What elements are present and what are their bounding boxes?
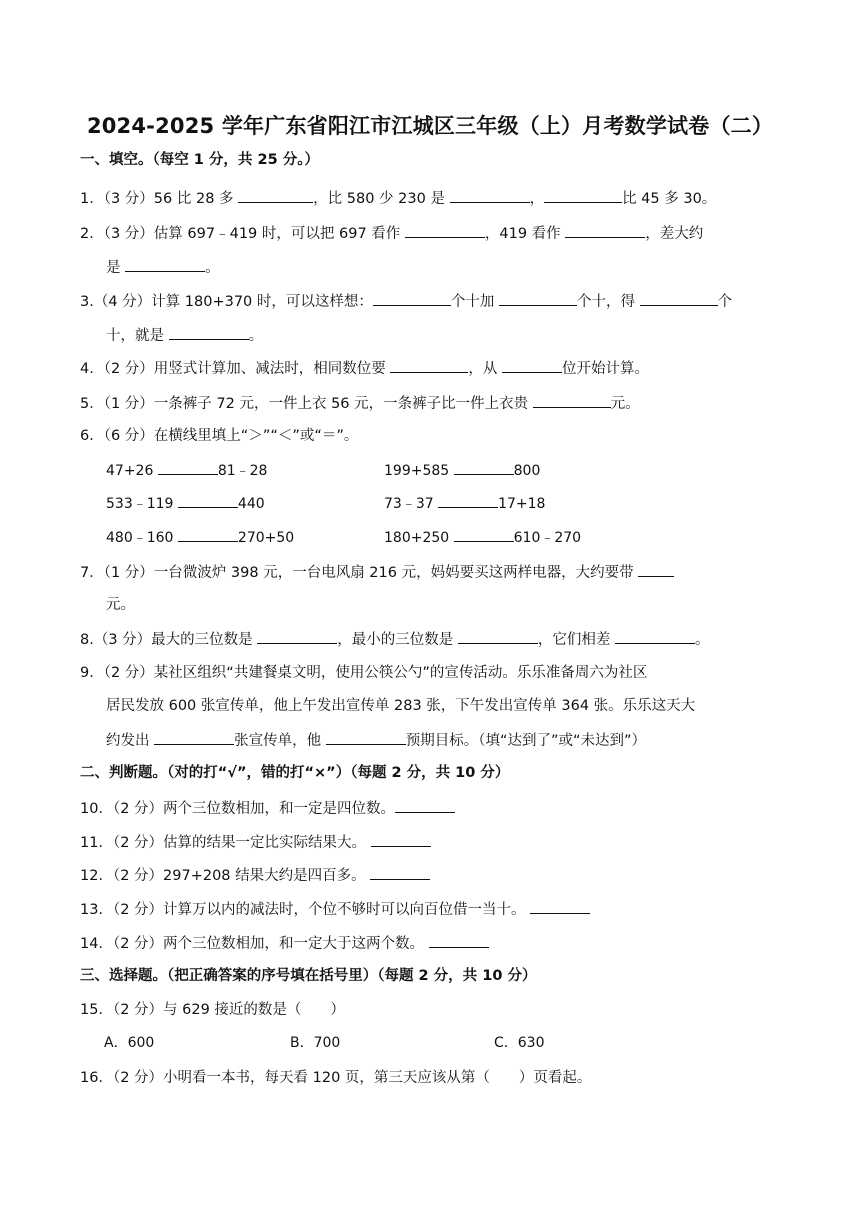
question-9-line-2: 居民发放 600 张宣传单，他上午发出宣传单 283 张，下午发出宣传单 364 张。乐乐这天大: [106, 698, 696, 714]
question-16: 16．（2 分）小明看一本书，每天看 120 页，第三天应该从第（ ）页看起。: [80, 1070, 592, 1086]
answer-blank[interactable]: [395, 797, 455, 813]
page-title: 2024-2025 学年广东省阳江市江城区三年级（上）月考数学试卷（二）: [86, 114, 774, 138]
section-fill-blank-heading: 一、填空。（每空 1 分，共 25 分。）: [80, 152, 319, 168]
answer-blank[interactable]: [371, 831, 431, 847]
answer-blank[interactable]: [499, 290, 577, 306]
answer-blank[interactable]: [178, 526, 238, 542]
answer-blank[interactable]: [454, 526, 514, 542]
comparison-item: 180+250 610﹣270: [384, 526, 581, 548]
answer-blank[interactable]: [530, 898, 590, 914]
question-2-continued: 是 。: [106, 256, 220, 278]
section-choice-heading: 三、选择题。（把正确答案的序号填在括号里）（每题 2 分，共 10 分）: [80, 968, 537, 984]
option-c[interactable]: C．630: [494, 1035, 545, 1051]
comparison-item: 47+26 81﹣28: [106, 459, 267, 481]
answer-blank[interactable]: [565, 222, 645, 238]
question-8: 8.（3 分）最大的三位数是 ，最小的三位数是 ，它们相差 。: [80, 628, 710, 650]
question-9: 9．（2 分）某社区组织“共建餐桌文明，使用公筷公勺”的宣传活动。乐乐准备周六为社区: [80, 665, 648, 681]
answer-blank[interactable]: [544, 187, 622, 203]
question-6: 6．（6 分）在横线里填上“＞”“＜”或“＝”。: [80, 428, 359, 444]
answer-blank[interactable]: [370, 864, 430, 880]
answer-blank[interactable]: [326, 729, 406, 745]
answer-blank[interactable]: [638, 561, 674, 577]
answer-blank[interactable]: [502, 357, 562, 373]
answer-blank[interactable]: [125, 256, 205, 272]
answer-blank[interactable]: [450, 187, 530, 203]
question-7-continued: 元。: [106, 597, 135, 613]
answer-blank[interactable]: [533, 392, 611, 408]
option-a[interactable]: A．600: [104, 1035, 155, 1051]
answer-blank[interactable]: [438, 492, 498, 508]
answer-blank[interactable]: [640, 290, 718, 306]
section-judgement-heading: 二、判断题。（对的打“√”，错的打“×”）（每题 2 分，共 10 分）: [80, 765, 510, 781]
answer-blank[interactable]: [373, 290, 451, 306]
answer-blank[interactable]: [169, 324, 249, 340]
answer-blank[interactable]: [454, 459, 514, 475]
comparison-item: 533﹣119 440: [106, 492, 265, 514]
question-4: 4．（2 分）用竖式计算加、减法时，相同数位要 ，从 位开始计算。: [80, 357, 649, 379]
question-7: 7．（1 分）一台微波炉 398 元，一台电风扇 216 元，妈妈要买这两样电器，大约要带: [80, 561, 674, 583]
option-b[interactable]: B．700: [290, 1035, 341, 1051]
question-2: 2．（3 分）估算 697﹣419 时，可以把 697 看作 ，419 看作 ，差大约: [80, 222, 703, 244]
answer-blank[interactable]: [390, 357, 468, 373]
question-1: 1．（3 分）56 比 28 多 ，比 580 少 230 是 ， 比 45 多 30。: [80, 187, 716, 209]
question-3: 3.（4 分）计算 180+370 时，可以这样想： 个十加 个十，得 个: [80, 290, 732, 312]
question-13: 13．（2 分）计算万以内的减法时，个位不够时可以向百位借一当十。: [80, 898, 590, 920]
question-10: 10．（2 分）两个三位数相加，和一定是四位数。: [80, 797, 455, 819]
question-5: 5．（1 分）一条裤子 72 元，一件上衣 56 元，一条裤子比一件上衣贵 元。: [80, 392, 640, 414]
answer-blank[interactable]: [238, 187, 313, 203]
answer-blank[interactable]: [458, 628, 538, 644]
question-15: 15．（2 分）与 629 接近的数是（ ）: [80, 1002, 345, 1018]
question-14: 14．（2 分）两个三位数相加，和一定大于这两个数。: [80, 932, 489, 954]
comparison-item: 73﹣37 17+18: [384, 492, 545, 514]
question-9-line-3: 约发出 张宣传单，他 预期目标。（填“达到了”或“未达到”）: [106, 729, 646, 751]
answer-blank[interactable]: [154, 729, 234, 745]
answer-blank[interactable]: [158, 459, 218, 475]
answer-blank[interactable]: [178, 492, 238, 508]
comparison-item: 199+585 800: [384, 459, 540, 481]
answer-blank[interactable]: [615, 628, 695, 644]
question-12: 12．（2 分）297+208 结果大约是四百多。: [80, 864, 430, 886]
answer-blank[interactable]: [429, 932, 489, 948]
answer-blank[interactable]: [257, 628, 337, 644]
answer-blank[interactable]: [405, 222, 485, 238]
question-3-continued: 十，就是 。: [106, 324, 263, 346]
question-11: 11．（2 分）估算的结果一定比实际结果大。: [80, 831, 431, 853]
comparison-item: 480﹣160 270+50: [106, 526, 294, 548]
